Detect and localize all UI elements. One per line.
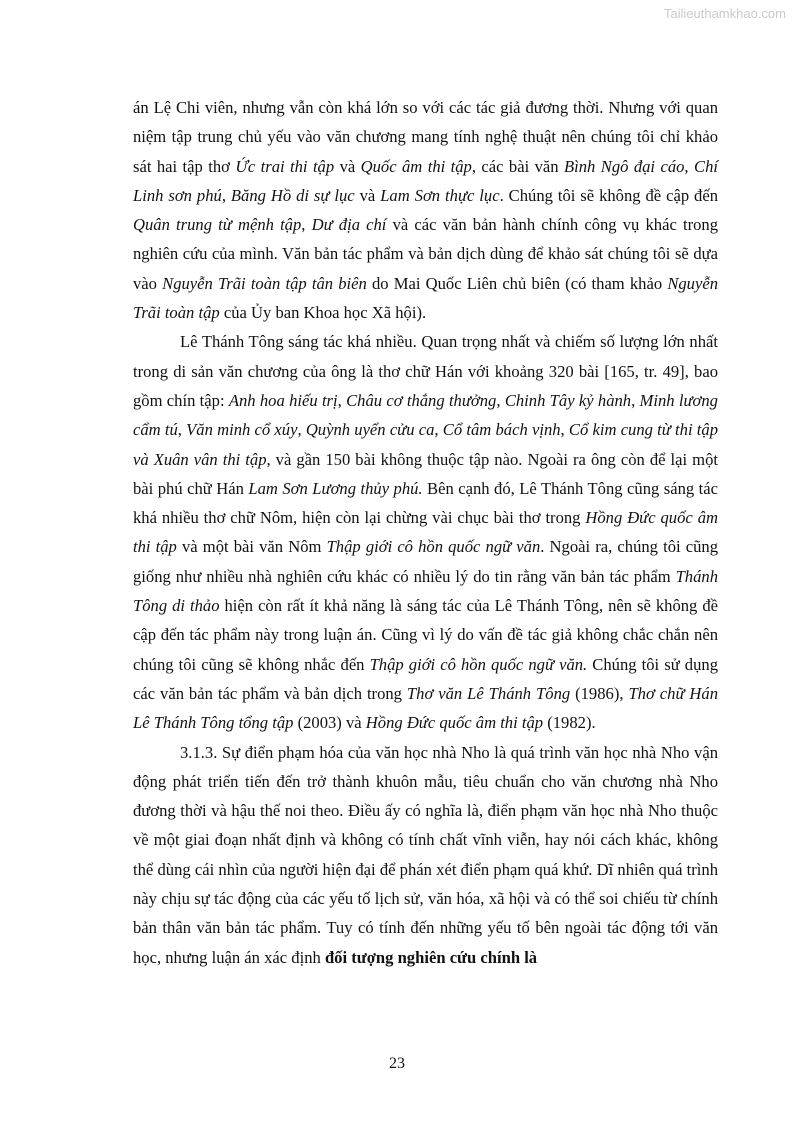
text-run: , và gần 150 bài không thuộc tập nào. Ngoài ra ông còn để lại một bài phú chữ Hán <box>133 449 718 498</box>
text-run: , <box>560 420 569 440</box>
italic-text-run: Thánh Tông di thảo <box>133 566 718 616</box>
italic-text-run: Bình Ngô đại cáo <box>564 156 685 176</box>
text-run: , <box>337 390 347 410</box>
text-run: của Ủy ban Khoa học Xã hội). <box>219 303 427 323</box>
text-run: và <box>334 156 361 176</box>
italic-text-run: Lam Sơn thực lục <box>380 185 500 205</box>
text-run: , <box>177 420 187 440</box>
italic-text-run: Ức trai thi tập <box>235 156 335 176</box>
text-run: do Mai Quốc Liên chủ biên (có tham khảo <box>366 273 668 293</box>
italic-text-run: Anh hoa hiếu trị <box>228 390 338 410</box>
text-run: , <box>301 215 312 235</box>
text-run: (1986), <box>570 683 629 703</box>
text-run: Chúng tôi sử dụng các văn bản tác phẩm và bản dịch trong <box>133 654 718 703</box>
text-run: và các văn bản hành chính công vụ khác trong nghiên cứu của mình. Văn bản tác phẩm và bản dịch dùng để khảo sát chúng tôi sẽ dựa vào <box>133 215 719 293</box>
text-run: , <box>297 420 306 440</box>
italic-text-run: Minh lương cẩm tú <box>133 390 718 440</box>
italic-text-run: Cổ tâm bách vịnh <box>442 420 561 440</box>
text-run: (1982). <box>543 713 596 733</box>
text-run: và <box>354 185 381 205</box>
text-run: , <box>684 156 694 176</box>
watermark: Tailieuthamkhao.com <box>663 6 786 21</box>
text-run: . Chúng tôi sẽ không đề cập đến <box>499 185 719 205</box>
text-run: và một bài văn Nôm <box>176 537 327 557</box>
paragraph-section-3-1-3 <box>133 738 718 972</box>
italic-text-run: Quốc âm thi tập <box>360 156 472 176</box>
text-run: , <box>496 390 505 410</box>
italic-text-run: Nguyễn Trãi toàn tập <box>133 273 719 323</box>
italic-text-run: Thập giới cô hồn quốc ngữ văn. <box>369 654 588 674</box>
text-run: Bên cạnh đó, Lê Thánh Tông cũng sáng tác khá nhiều thơ chữ Nôm, hiện còn lại chừng vài chục bài thơ trong <box>133 478 718 528</box>
document-body <box>133 93 718 972</box>
italic-text-run: Dư địa chí <box>311 215 387 235</box>
italic-text-run: Hồng Đức quốc âm thi tập <box>133 508 718 557</box>
paragraph-continuation <box>133 93 718 327</box>
italic-text-run: Băng Hồ di sự lục <box>230 185 355 205</box>
text-run: , <box>221 185 231 205</box>
italic-text-run: Chí Linh sơn phú <box>133 156 718 205</box>
italic-text-run: Quân trung từ mệnh tập <box>133 215 302 235</box>
text-run: (2003) và <box>293 713 366 733</box>
italic-text-run: Hồng Đức quốc âm thi tập <box>365 713 544 733</box>
paragraph-le-thanh-tong <box>133 327 718 737</box>
text-run: , các bài văn <box>471 156 564 176</box>
italic-text-run: Chinh Tây kỷ hành <box>504 390 632 410</box>
italic-text-run: Nguyễn Trãi toàn tập tân biên <box>162 273 367 293</box>
italic-text-run: Thơ văn Lê Thánh Tông <box>406 683 571 703</box>
italic-text-run: Thập giới cô hồn quốc ngữ văn <box>326 537 541 557</box>
text-run: Lê Thánh Tông sáng tác khá nhiều. Quan trọng nhất và chiếm số lượng lớn nhất trong di sản văn chương của ông là thơ chữ Hán với khoảng 320 bài [165, tr. 49], bao gồm chín tập: <box>133 332 718 410</box>
italic-text-run: Châu cơ thắng thưởng <box>346 390 497 410</box>
page-number: 23 <box>389 1055 405 1072</box>
text-run: án Lệ Chi viên, nhưng vẫn còn khá lớn so với các tác giả đương thời. Nhưng với quan niệm tập trung chủ yếu vào văn chương mang tính nghệ thuật nên chúng tôi chỉ khảo sát hai tập thơ <box>133 98 718 176</box>
text-run: , <box>631 390 640 410</box>
italic-text-run: Lam Sơn Lương thủy phú. <box>248 478 423 498</box>
text-run: . Ngoài ra, chúng tôi cũng giống như nhiều nhà nghiên cứu khác có nhiều lý do tin rằng văn bản tác phẩm <box>133 537 718 586</box>
italic-text-run: Văn minh cổ xúy <box>186 420 298 440</box>
bold-text-run: đối tượng nghiên cứu chính là <box>324 947 538 967</box>
italic-text-run: Quỳnh uyển cửu ca <box>305 420 435 440</box>
text-run: hiện còn rất ít khả năng là sáng tác của Lê Thánh Tông, nên sẽ không đề cập đến tác phẩm này trong luận án. Cũng vì lý do vấn đề tác giả không chắc chắn nên chúng tôi cũng sẽ không nhắc đến <box>133 596 718 674</box>
italic-text-run: Cổ kim cung từ thi tập và Xuân vân thi tập <box>133 420 718 469</box>
italic-text-run: Thơ chữ Hán Lê Thánh Tông tổng tập <box>133 683 719 733</box>
text-run: 3.1.3. Sự điển phạm hóa của văn học nhà Nho là quá trình văn học nhà Nho vận động phát triển tiến đến trở thành khuôn mẫu, tiêu chuẩn cho văn chương nhà Nho đương thời và hậu thế noi theo. Điều ấy có nghĩa là, điển phạm văn học nhà Nho thuộc về một giai đoạn nhất định và không có tính chất vĩnh viễn, hay nói cách khác, không thể dùng cái nhìn của người hiện đại để phán xét điển phạm quá khứ. Dĩ nhiên quá trình này chịu sự tác động của các yếu tố lịch sử, văn hóa, xã hội và có thể soi chiếu từ chính bản thân văn bản tác phẩm. Tuy có tính đến những yếu tố bên ngoài tác động tới văn học, nhưng luận án xác định <box>133 742 718 967</box>
text-run: , <box>434 420 443 440</box>
